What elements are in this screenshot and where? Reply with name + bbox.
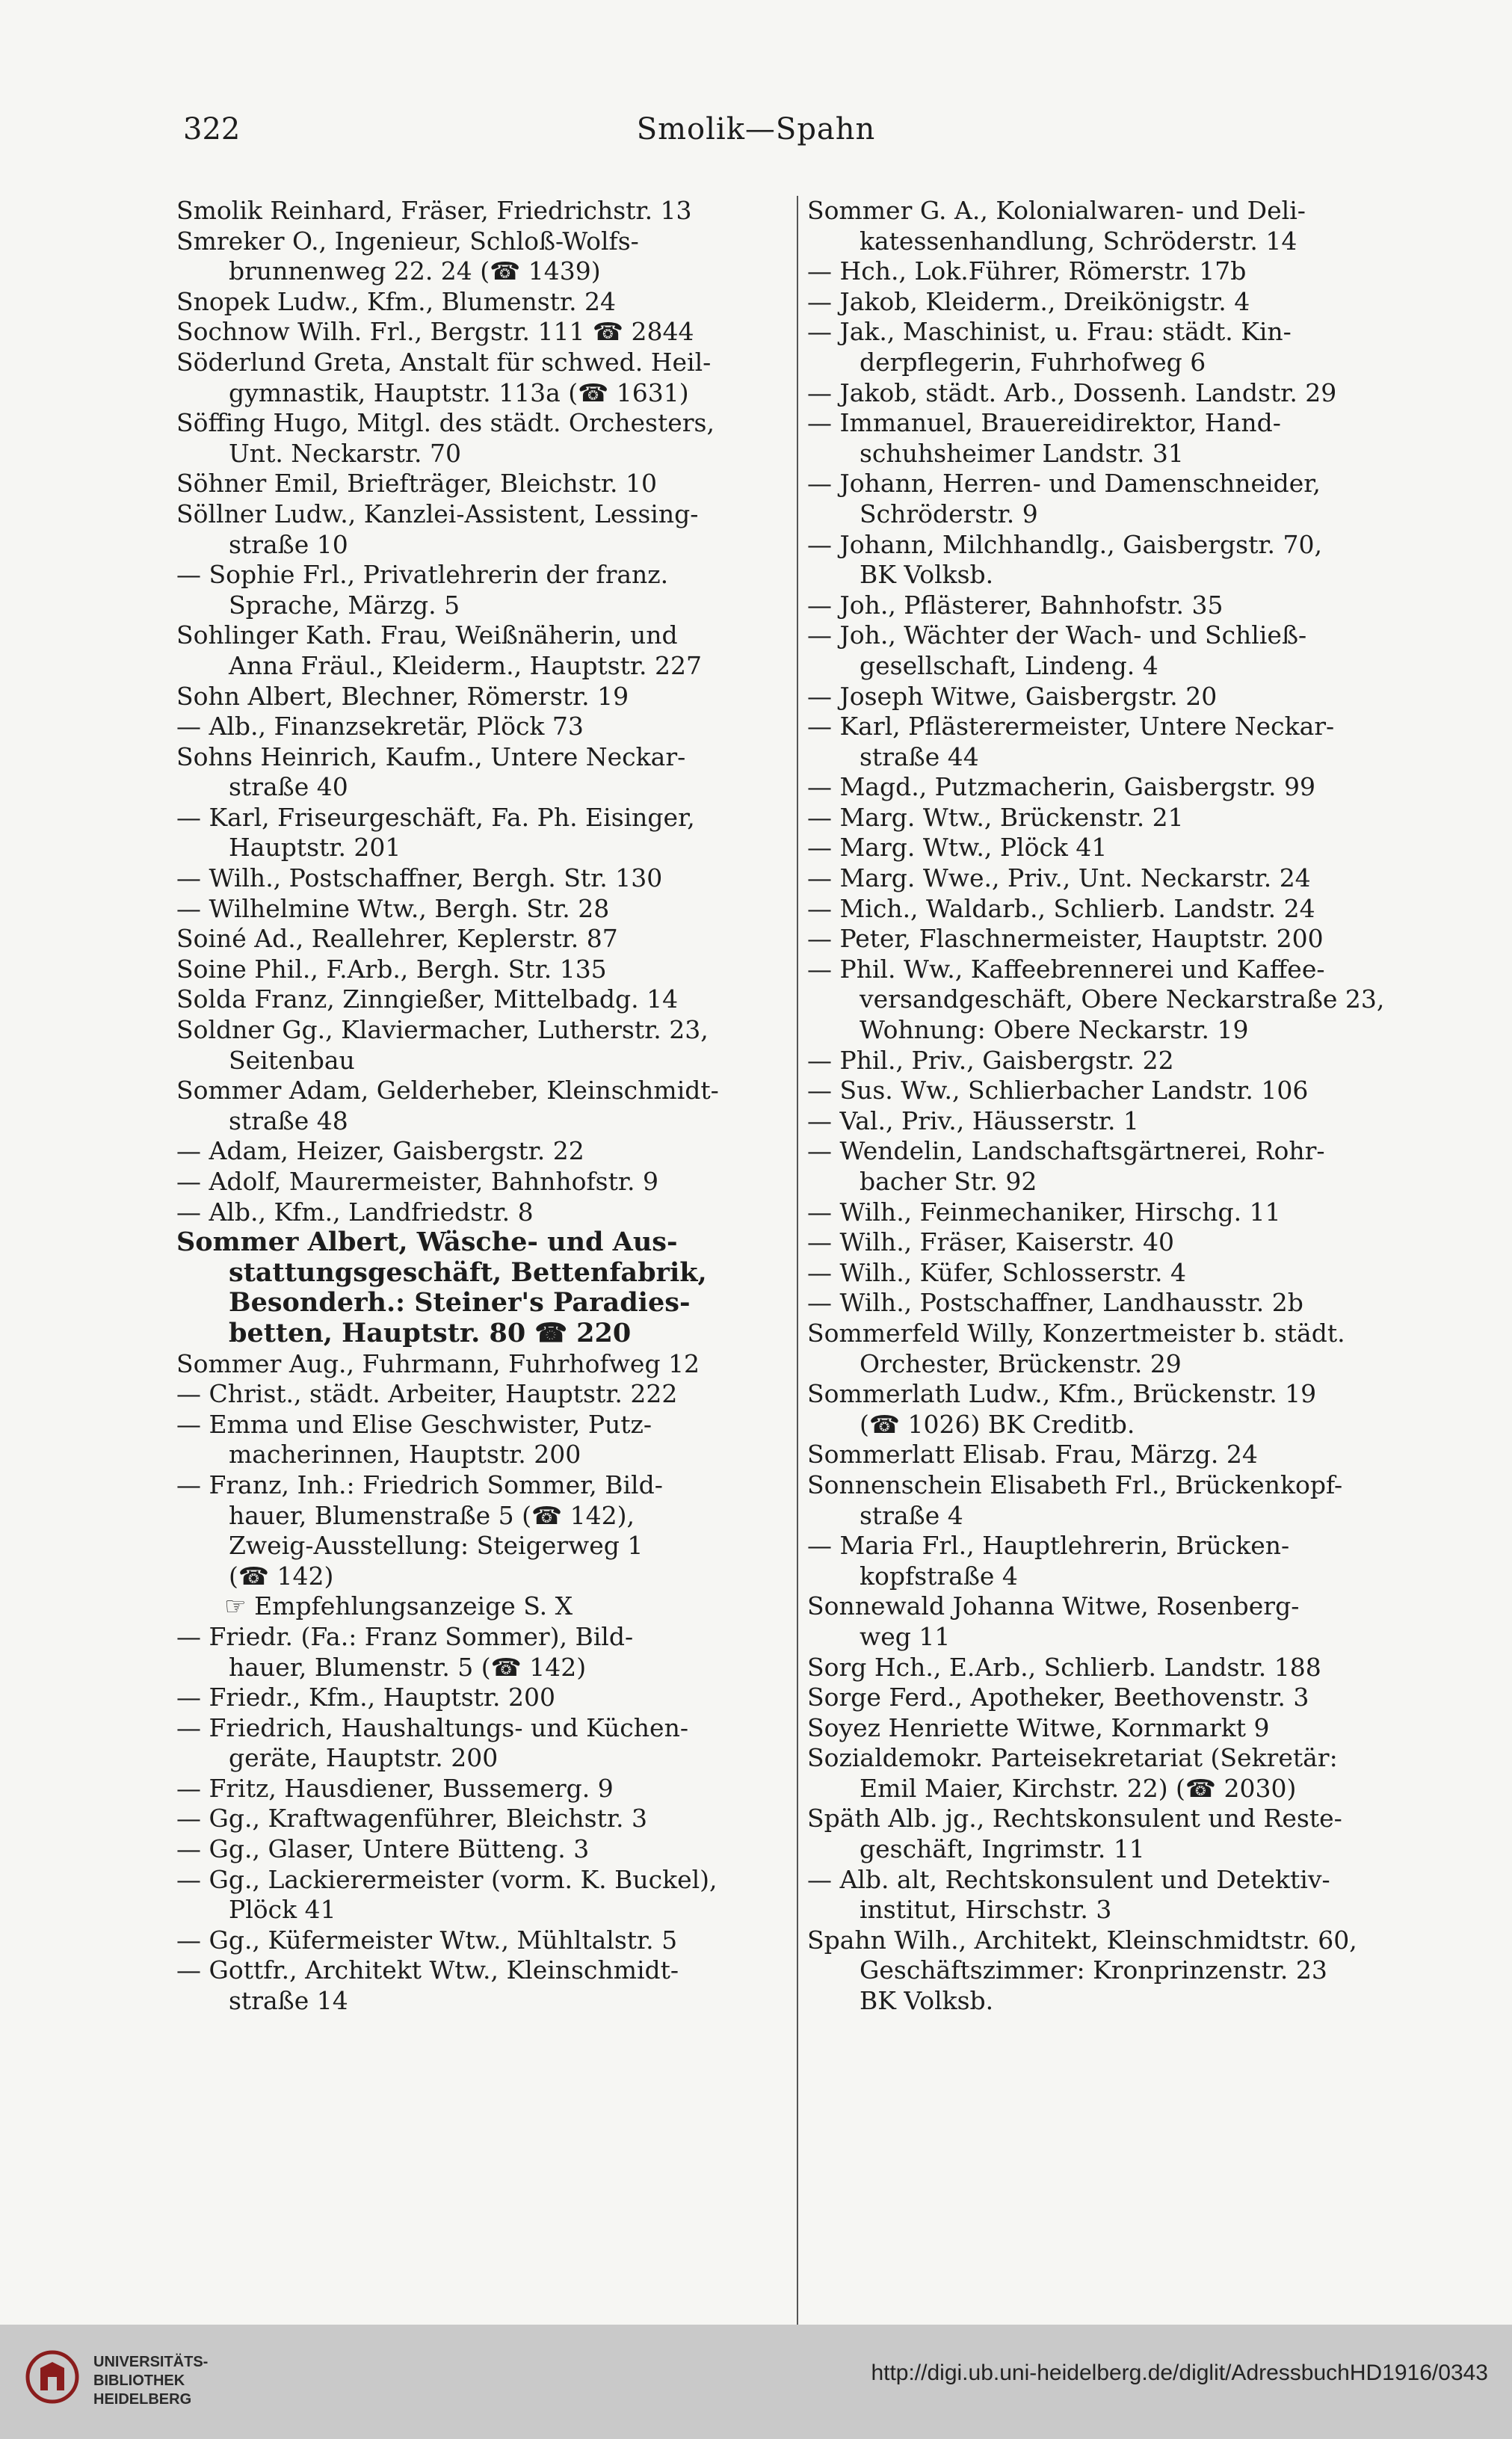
directory-entry-line: Anna Fräul., Kleiderm., Hauptstr. 227 [229,650,703,680]
directory-entry-line: — Magd., Putzmacherin, Gaisbergstr. 99 [807,772,1315,802]
directory-entry-line: — Karl, Friseurgeschäft, Fa. Ph. Eisinger, [176,802,695,832]
directory-entry-line: — Immanuel, Brauereidirektor, Hand- [807,408,1281,438]
directory-entry-line: Snopek Ludw., Kfm., Blumenstr. 24 [176,286,617,316]
page-heading: Smolik—Spahn [636,112,876,147]
directory-entry-line: geschäft, Ingrimstr. 11 [860,1834,1145,1864]
directory-entry-line: Wohnung: Obere Neckarstr. 19 [860,1015,1249,1045]
directory-entry-line: Sohns Heinrich, Kaufm., Untere Neckar- [176,741,686,771]
directory-entry-line: — Johann, Milchhandlg., Gaisbergstr. 70, [807,529,1322,559]
directory-entry-line: Sommer Albert, Wäsche- und Aus- [176,1227,678,1258]
directory-entry-line: hauer, Blumenstr. 5 (☎ 142) [229,1652,587,1682]
directory-entry-line: — Marg. Wtw., Plöck 41 [807,833,1108,863]
directory-entry-line: ☞ Empfehlungsanzeige S. X [224,1591,573,1621]
logo-line: HEIDELBERG [93,2391,192,2408]
directory-entry-line: Sommer Adam, Gelderheber, Kleinschmidt- [176,1076,719,1106]
directory-entry-line: Sorg Hch., E.Arb., Schlierb. Landstr. 188 [807,1652,1321,1682]
directory-entry-line: — Alb. alt, Rechtskonsulent und Detektiv- [807,1864,1330,1894]
directory-entry-line: kopfstraße 4 [860,1561,1018,1591]
directory-entry-line: hauer, Blumenstraße 5 (☎ 142), [229,1500,635,1530]
directory-entry-line: Sommer Aug., Fuhrmann, Fuhrhofweg 12 [176,1348,700,1378]
directory-entry-line: Sohlinger Kath. Frau, Weißnäherin, und [176,620,678,650]
directory-entry-line: Geschäftszimmer: Kronprinzenstr. 23 [860,1955,1327,1985]
directory-entry-line: Sommer G. A., Kolonialwaren- und Deli- [807,196,1306,225]
right-column [807,196,1435,2017]
directory-entry-line: — Sophie Frl., Privatlehrerin der franz. [176,560,669,590]
logo-line: BIBLIOTHEK [93,2372,185,2389]
directory-entry-line: bacher Str. 92 [860,1167,1037,1196]
directory-entry-line: — Hch., Lok.Führer, Römerstr. 17b [807,256,1247,286]
directory-entry-line: Sommerlath Ludw., Kfm., Brückenstr. 19 [807,1379,1317,1409]
directory-entry-line: Unt. Neckarstr. 70 [229,438,461,468]
directory-entry-line: Sonnenschein Elisabeth Frl., Brückenkopf- [807,1470,1343,1499]
directory-entry-line: — Friedr. (Fa.: Franz Sommer), Bild- [176,1621,634,1651]
directory-entry-line: BK Volksb. [860,1986,994,2016]
directory-entry-line: Smreker O., Ingenieur, Schloß-Wolfs- [176,226,639,256]
directory-entry-line: Smolik Reinhard, Fräser, Friedrichstr. 13 [176,196,692,225]
directory-entry-line: Soldner Gg., Klaviermacher, Lutherstr. 23, [176,1015,709,1045]
directory-entry-line: — Marg. Wtw., Brückenstr. 21 [807,802,1184,832]
directory-entry-line: Soine Phil., F.Arb., Bergh. Str. 135 [176,954,607,984]
directory-entry-line: Seitenbau [229,1045,355,1075]
directory-entry-line: gymnastik, Hauptstr. 113a (☎ 1631) [229,377,689,407]
directory-entry-line: — Joseph Witwe, Gaisbergstr. 20 [807,681,1218,711]
directory-entry-line: — Jakob, Kleiderm., Dreikönigstr. 4 [807,286,1250,316]
directory-entry-line: — Joh., Pflästerer, Bahnhofstr. 35 [807,590,1224,620]
directory-entry-line: — Jak., Maschinist, u. Frau: städt. Kin- [807,317,1292,347]
directory-entry-line: (☎ 1026) BK Creditb. [860,1409,1135,1439]
directory-entry-line: Schröderstr. 9 [860,499,1038,528]
left-column [176,196,804,2017]
directory-entry-line: macherinnen, Hauptstr. 200 [229,1440,581,1470]
directory-entry-line: — Alb., Kfm., Landfriedstr. 8 [176,1197,534,1227]
directory-entry-line: Besonderh.: Steiner's Paradies- [229,1287,691,1319]
library-logo-text [93,2353,208,2409]
directory-entry-line: — Gg., Glaser, Untere Bütteng. 3 [176,1834,590,1864]
directory-entry-line: straße 14 [229,1986,348,2016]
directory-entry-line: schuhsheimer Landstr. 31 [860,438,1184,468]
directory-entry-line: — Gottfr., Architekt Wtw., Kleinschmidt- [176,1955,679,1985]
directory-entry-line: — Wilh., Postschaffner, Bergh. Str. 130 [176,863,663,893]
directory-entry-line: Emil Maier, Kirchstr. 22) (☎ 2030) [860,1773,1297,1803]
directory-entry-line: — Fritz, Hausdiener, Bussemerg. 9 [176,1773,614,1803]
directory-entry-line: straße 48 [229,1106,348,1135]
directory-entry-line: Zweig-Ausstellung: Steigerweg 1 [229,1531,644,1561]
directory-entry-line: — Val., Priv., Häusserstr. 1 [807,1106,1139,1135]
directory-entry-line: — Friedr., Kfm., Hauptstr. 200 [176,1683,556,1712]
directory-entry-line: — Phil., Priv., Gaisbergstr. 22 [807,1045,1174,1075]
directory-entry-line: Hauptstr. 201 [229,833,401,863]
column-divider [797,196,798,2326]
directory-entry-line: brunnenweg 22. 24 (☎ 1439) [229,256,601,286]
directory-entry-line: gesellschaft, Lindeng. 4 [860,650,1158,680]
directory-entry-line: — Jakob, städt. Arb., Dossenh. Landstr. 29 [807,377,1337,407]
directory-entry-line: — Wilh., Küfer, Schlosserstr. 4 [807,1257,1186,1287]
directory-entry-line: — Emma und Elise Geschwister, Putz- [176,1409,652,1439]
directory-entry-line: — Marg. Wwe., Priv., Unt. Neckarstr. 24 [807,863,1311,893]
directory-entry-line: — Wilh., Fräser, Kaiserstr. 40 [807,1227,1175,1257]
directory-entry-line: katessenhandlung, Schröderstr. 14 [860,226,1297,256]
directory-entry-line: — Christ., städt. Arbeiter, Hauptstr. 222 [176,1379,678,1409]
directory-entry-line: Sochnow Wilh. Frl., Bergstr. 111 ☎ 2844 [176,317,694,347]
directory-entry-line: Sonnewald Johanna Witwe, Rosenberg- [807,1591,1300,1621]
directory-entry-line: stattungsgeschäft, Bettenfabrik, [229,1256,707,1288]
directory-entry-line: — Joh., Wächter der Wach- und Schließ- [807,620,1307,650]
directory-entry-line: (☎ 142) [229,1561,334,1591]
directory-entry-line: Sohn Albert, Blechner, Römerstr. 19 [176,681,629,711]
directory-entry-line: BK Volksb. [860,560,994,590]
source-url[interactable]: http://digi.ub.uni-heidelberg.de/diglit/AdressbuchHD1916/0343 [871,2361,1488,2385]
directory-entry-line: Sorge Ferd., Apotheker, Beethovenstr. 3 [807,1683,1309,1712]
directory-entry-line: — Johann, Herren- und Damenschneider, [807,469,1321,499]
directory-entry-line: Söffing Hugo, Mitgl. des städt. Orchesters, [176,408,715,438]
directory-entry-line: — Alb., Finanzsekretär, Plöck 73 [176,712,584,741]
directory-entry-line: — Friedrich, Haushaltungs- und Küchen- [176,1712,688,1742]
directory-entry-line: straße 4 [860,1500,963,1530]
directory-entry-line: — Peter, Flaschnermeister, Hauptstr. 200 [807,924,1324,954]
directory-entry-line: — Gg., Lackierermeister (vorm. K. Buckel), [176,1864,718,1894]
directory-entry-line: betten, Hauptstr. 80 ☎ 220 [229,1317,632,1348]
directory-entry-line: derpflegerin, Fuhrhofweg 6 [860,347,1206,377]
directory-entry-line: — Wilh., Postschaffner, Landhausstr. 2b [807,1288,1303,1318]
directory-entry-line: — Sus. Ww., Schlierbacher Landstr. 106 [807,1076,1309,1106]
directory-entry-line: weg 11 [860,1621,951,1651]
directory-entry-line: — Karl, Pflästerermeister, Untere Neckar- [807,712,1335,741]
directory-entry-line: — Franz, Inh.: Friedrich Sommer, Bild- [176,1470,663,1499]
directory-entry-line: — Adolf, Maurermeister, Bahnhofstr. 9 [176,1167,658,1196]
directory-entry-line: — Wilhelmine Wtw., Bergh. Str. 28 [176,893,610,923]
directory-entry-line: Sozialdemokr. Parteisekretariat (Sekretär: [807,1743,1338,1773]
directory-entry-line: — Gg., Kraftwagenführer, Bleichstr. 3 [176,1804,647,1834]
directory-entry-line: — Mich., Waldarb., Schlierb. Landstr. 24 [807,893,1315,923]
directory-entry-line: — Wilh., Feinmechaniker, Hirschg. 11 [807,1197,1281,1227]
directory-entry-line: — Wendelin, Landschaftsgärtnerei, Rohr- [807,1136,1325,1166]
directory-entry-line: Späth Alb. jg., Rechtskonsulent und Reste- [807,1804,1342,1834]
directory-entry-line: — Adam, Heizer, Gaisbergstr. 22 [176,1136,584,1166]
directory-entry-line: Soyez Henriette Witwe, Kornmarkt 9 [807,1712,1270,1742]
directory-entry-line: Solda Franz, Zinngießer, Mittelbadg. 14 [176,984,679,1014]
page-number: 322 [183,112,241,147]
footer-bar [0,2325,1512,2439]
directory-entry-line: Soiné Ad., Reallehrer, Keplerstr. 87 [176,924,618,954]
directory-entry-line: straße 44 [860,741,979,771]
directory-entry-line: versandgeschäft, Obere Neckarstraße 23, [860,984,1385,1014]
logo-line: UNIVERSITÄTS- [93,2354,209,2370]
directory-entry-line: — Maria Frl., Hauptlehrerin, Brücken- [807,1531,1290,1561]
directory-entry-line: straße 10 [229,529,348,559]
directory-entry-line: straße 40 [229,772,348,802]
directory-entry-line: Plöck 41 [229,1895,336,1925]
directory-entry-line: Söllner Ludw., Kanzlei-Assistent, Lessing- [176,499,699,528]
directory-entry-line: Söhner Emil, Briefträger, Bleichstr. 10 [176,469,658,499]
directory-entry-line: Sommerlatt Elisab. Frau, Märzg. 24 [807,1440,1258,1470]
directory-entry-line: Söderlund Greta, Anstalt für schwed. Heil- [176,347,712,377]
directory-entry-line: institut, Hirschstr. 3 [860,1895,1112,1925]
directory-entry-line: Sommerfeld Willy, Konzertmeister b. städt. [807,1318,1345,1348]
directory-entry-line: geräte, Hauptstr. 200 [229,1743,499,1773]
directory-entry-line: Sprache, Märzg. 5 [229,590,460,620]
library-logo-icon [22,2347,82,2414]
directory-entry-line: Spahn Wilh., Architekt, Kleinschmidtstr. 60, [807,1925,1357,1955]
directory-entry-line: — Phil. Ww., Kaffeebrennerei und Kaffee- [807,954,1325,984]
directory-entry-line: — Gg., Küfermeister Wtw., Mühltalstr. 5 [176,1925,678,1955]
directory-entry-line: Orchester, Brückenstr. 29 [860,1348,1182,1378]
